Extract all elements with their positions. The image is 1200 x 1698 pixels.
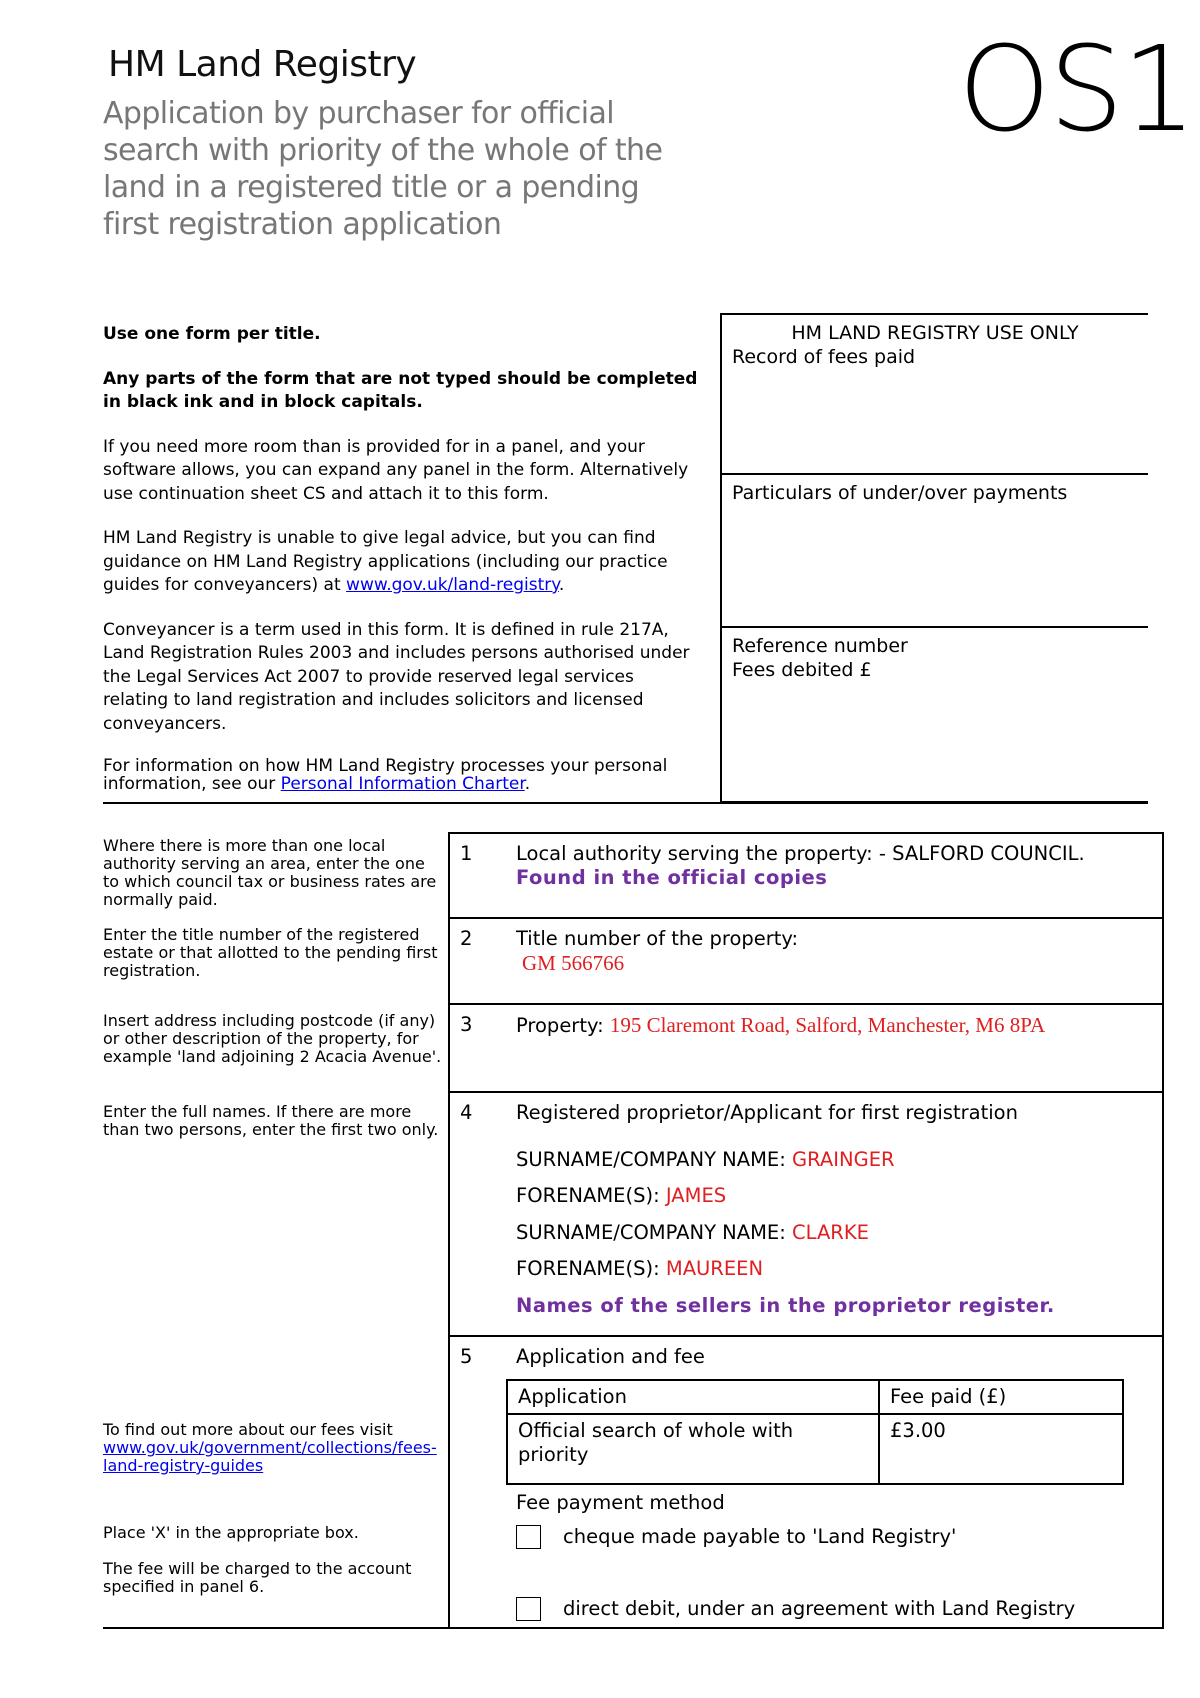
panel-number: 5: [460, 1345, 473, 1368]
intro-conveyancer: Conveyancer is a term used in this form. It is defined in rule 217A, Land Registration Rules 2003 and includes persons authorised under the Legal Services Act 2007 to provide reserved legal services relating to land registration and includes solicitors and licensed conveyancers.: [103, 619, 690, 734]
direct-debit-option[interactable]: [516, 1597, 1075, 1621]
proprietor-note: Names of the sellers in the proprietor register.: [516, 1293, 1055, 1317]
fees-record-section: [722, 315, 1148, 475]
form-code: OS1: [958, 20, 1195, 158]
record-fees-label: Record of fees paid: [732, 346, 916, 368]
registry-use-heading: HM LAND REGISTRY USE ONLY: [791, 322, 1079, 344]
proprietor-2-forename[interactable]: FORENAME(S): MAUREEN: [516, 1257, 764, 1280]
property-address-value[interactable]: 195 Claremont Road, Salford, Manchester, M6 8PA: [609, 1013, 1046, 1037]
property-label: Property:: [516, 1014, 610, 1037]
panel-application-fee: [450, 1337, 1162, 1627]
local-authority-field[interactable]: Local authority serving the property: - SALFORD COUNCIL.: [516, 842, 1085, 865]
panel-number: 2: [460, 927, 473, 950]
registry-use-only-box: [720, 313, 1148, 803]
fee-table-application-cell[interactable]: Official search of whole with priority: [507, 1414, 879, 1484]
guidance-fees: To find out more about our fees visit www.gov.uk/government/collections/fees-land-registry-guides: [103, 1420, 437, 1475]
proprietor-2-surname[interactable]: SURNAME/COMPANY NAME: CLARKE: [516, 1220, 869, 1244]
particulars-section: [722, 475, 1148, 628]
panel-number: 3: [460, 1013, 473, 1036]
guidance-bottom-rule: [103, 1627, 449, 1629]
fee-table-fee-cell[interactable]: £3.00: [879, 1414, 1123, 1484]
particulars-label: Particulars of under/over payments: [732, 482, 1068, 504]
fees-guide-link[interactable]: www.gov.uk/government/collections/fees-land-registry-guides: [103, 1438, 437, 1475]
form-subtitle: Application by purchaser for official search with priority of the whole of the land in a registered title or a pending first registration application: [103, 96, 663, 242]
proprietor-label: Registered proprietor/Applicant for first registration: [516, 1101, 1018, 1124]
guidance-place-x: Place 'X' in the appropriate box.: [103, 1523, 359, 1542]
title-number-label: Title number of the property:: [516, 927, 799, 950]
guidance-fee-charged: The fee will be charged to the account specified in panel 6.: [103, 1559, 412, 1596]
fees-debited-label: Fees debited £: [732, 659, 872, 681]
intro-more-room: If you need more room than is provided for in a panel, and your software allows, you can expand any panel in the form. Alternatively use continuation sheet CS and attach it to this form.: [103, 436, 689, 504]
section-divider: [103, 802, 1148, 804]
intro-one-form: Use one form per title.: [103, 324, 321, 344]
land-registry-link[interactable]: www.gov.uk/land-registry: [346, 575, 559, 595]
guidance-panel-4: Enter the full names. If there are more than two persons, enter the first two only.: [103, 1102, 439, 1139]
cheque-option-label: cheque made payable to 'Land Registry': [563, 1525, 957, 1548]
panel-property: [450, 1005, 1162, 1093]
intro-notes: [103, 323, 703, 814]
cheque-option[interactable]: [516, 1525, 956, 1549]
direct-debit-option-label: direct debit, under an agreement with Land Registry: [563, 1597, 1076, 1620]
reference-section: [722, 628, 1148, 688]
form-panels: [448, 832, 1164, 1629]
fee-table-header-fee: Fee paid (£): [879, 1380, 1123, 1414]
fee-payment-method-label: Fee payment method: [516, 1491, 725, 1514]
personal-information-charter-link[interactable]: Personal Information Charter: [280, 774, 525, 794]
intro-personal-info: For information on how HM Land Registry processes your personal information, see our Personal Information Charter.: [103, 756, 668, 794]
proprietor-1-surname[interactable]: SURNAME/COMPANY NAME: GRAINGER: [516, 1147, 895, 1171]
panel-number: 1: [460, 842, 473, 865]
intro-legal-advice: HM Land Registry is unable to give legal advice, but you can find guidance on HM Land Registry applications (including our practice guides for conveyancers) at www.gov.uk/land-registry.: [103, 528, 668, 595]
panel-proprietor: [450, 1093, 1162, 1337]
reference-number-label: Reference number: [732, 635, 908, 657]
title-number-value[interactable]: GM 566766: [522, 951, 625, 975]
application-fee-label: Application and fee: [516, 1345, 705, 1368]
guidance-panel-3: Insert address including postcode (if any) or other description of the property, for example 'land adjoining 2 Acacia Avenue'.: [103, 1011, 442, 1066]
panel-title-number: [450, 919, 1162, 1005]
cheque-checkbox[interactable]: [516, 1525, 541, 1549]
panel-number: 4: [460, 1101, 473, 1124]
guidance-panel-2: Enter the title number of the registered estate or that allotted to the pending first registration.: [103, 925, 438, 980]
brand-name: HM Land Registry: [108, 44, 417, 85]
panel-local-authority: [450, 834, 1162, 919]
guidance-panel-1: Where there is more than one local authority serving an area, enter the one to which council tax or business rates are normally paid.: [103, 836, 437, 909]
local-authority-note: Found in the official copies: [516, 866, 828, 889]
intro-black-ink: Any parts of the form that are not typed should be completed in black ink and in block capitals.: [103, 368, 698, 412]
direct-debit-checkbox[interactable]: [516, 1597, 541, 1621]
fee-table: [506, 1379, 1124, 1485]
proprietor-1-forename[interactable]: FORENAME(S): JAMES: [516, 1184, 727, 1207]
fee-table-header-application: Application: [507, 1380, 879, 1414]
